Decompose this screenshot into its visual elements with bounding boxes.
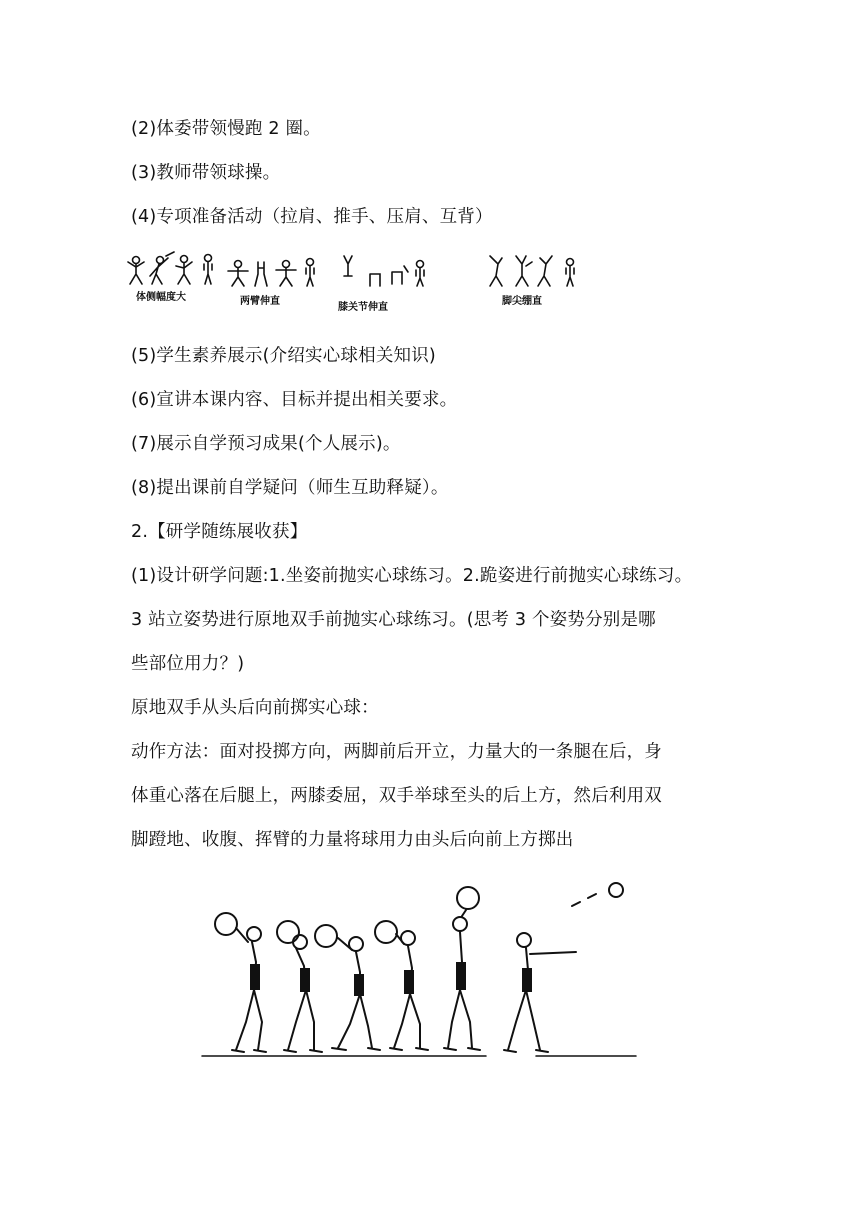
text-line-research-q3: 些部位用力？) bbox=[131, 654, 245, 674]
text-line-jog: (2)体委带领慢跑 2 圈。 bbox=[131, 119, 321, 139]
section-heading-research: 2.【研学随练展收获】 bbox=[131, 522, 308, 542]
throw-sequence-drawing bbox=[196, 882, 646, 1062]
text-line-lesson-goals: (6)宣讲本课内容、目标并提出相关要求。 bbox=[131, 390, 458, 410]
text-line-research-q1: (1)设计研学问题:1.坐姿前抛实心球练习。2.跪姿进行前抛实心球练习。 bbox=[131, 566, 693, 586]
text-line-ball-exercise: (3)教师带领球操。 bbox=[131, 163, 281, 183]
text-line-method-1: 动作方法：面对投掷方向，两脚前后开立，力量大的一条腿在后，身 bbox=[131, 742, 662, 762]
text-line-method-2: 体重心落在后腿上，两膝委屈，双手举球至头的后上方，然后利用双 bbox=[131, 786, 662, 806]
caption-side-bend: 体侧幅度大 bbox=[136, 292, 186, 303]
text-line-throw-title: 原地双手从头后向前掷实心球： bbox=[131, 698, 379, 718]
text-line-student-showcase: (5)学生素养展示(介绍实心球相关知识) bbox=[131, 346, 436, 366]
caption-arms-straight: 两臂伸直 bbox=[240, 296, 280, 307]
caption-knees-straight: 膝关节伸直 bbox=[338, 302, 388, 313]
throw-sequence-illustration bbox=[196, 882, 646, 1062]
warmup-stick-figures bbox=[122, 250, 592, 320]
text-line-method-3: 脚蹬地、收腹、挥臂的力量将球用力由头后向前上方掷出 bbox=[131, 830, 574, 850]
text-line-preview-results: (7)展示自学预习成果(个人展示)。 bbox=[131, 434, 401, 454]
caption-toes-pointed: 脚尖绷直 bbox=[502, 296, 542, 307]
text-line-special-warmup: (4)专项准备活动（拉肩、推手、压肩、互背） bbox=[131, 207, 493, 227]
text-line-research-q2: 3 站立姿势进行原地双手前抛实心球练习。(思考 3 个姿势分别是哪 bbox=[131, 610, 656, 630]
text-line-questions: (8)提出课前自学疑问（师生互助释疑）。 bbox=[131, 478, 449, 498]
